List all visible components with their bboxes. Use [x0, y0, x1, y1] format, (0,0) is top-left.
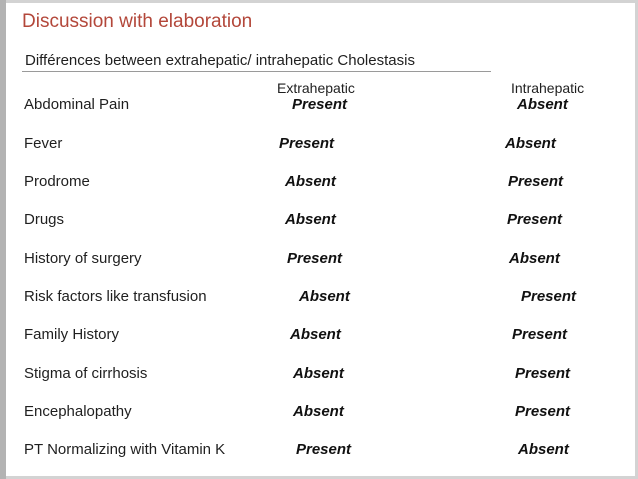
row-label: Family History	[24, 326, 120, 343]
slide-title: Discussion with elaboration	[22, 11, 253, 32]
table-row	[0, 403, 638, 423]
extrahepatic-value: Absent	[285, 211, 336, 228]
table-row	[0, 250, 638, 270]
slide-subtitle: Différences between extrahepatic/ intrahepatic Cholestasis	[25, 52, 415, 69]
row-label: PT Normalizing with Vitamin K	[24, 441, 226, 458]
extrahepatic-value: Absent	[293, 365, 344, 382]
row-label: Drugs	[24, 211, 65, 228]
row-label: Fever	[24, 135, 63, 152]
table-row	[0, 288, 638, 308]
row-label: Risk factors like transfusion	[24, 288, 207, 305]
extrahepatic-value: Present	[296, 441, 352, 458]
row-label: Stigma of cirrhosis	[24, 365, 148, 382]
row-label: Encephalopathy	[24, 403, 132, 420]
subtitle-underline	[22, 71, 491, 72]
table-row	[0, 326, 638, 346]
intrahepatic-value: Absent	[518, 441, 569, 458]
intrahepatic-value: Present	[507, 211, 563, 228]
intrahepatic-value: Absent	[517, 96, 568, 113]
column-header-extrahepatic: Extrahepatic	[277, 80, 355, 96]
intrahepatic-value: Present	[508, 173, 564, 190]
table-row	[0, 211, 638, 231]
extrahepatic-value: Present	[292, 96, 348, 113]
extrahepatic-value: Absent	[299, 288, 350, 305]
row-label: Abdominal Pain	[24, 96, 130, 113]
intrahepatic-value: Present	[512, 326, 568, 343]
extrahepatic-value: Present	[279, 135, 335, 152]
table-row	[0, 96, 638, 116]
intrahepatic-value: Present	[521, 288, 577, 305]
extrahepatic-value: Absent	[293, 403, 344, 420]
top-border	[6, 0, 638, 3]
intrahepatic-value: Absent	[509, 250, 560, 267]
row-label: Prodrome	[24, 173, 90, 190]
column-header-intrahepatic: Intrahepatic	[511, 80, 585, 96]
extrahepatic-value: Absent	[290, 326, 341, 343]
row-label: History of surgery	[24, 250, 142, 267]
table-row	[0, 365, 638, 385]
intrahepatic-value: Present	[515, 403, 571, 420]
table-row	[0, 441, 638, 461]
table-row	[0, 135, 638, 155]
extrahepatic-value: Absent	[285, 173, 336, 190]
intrahepatic-value: Absent	[505, 135, 556, 152]
table-row	[0, 173, 638, 193]
intrahepatic-value: Present	[515, 365, 571, 382]
extrahepatic-value: Present	[287, 250, 343, 267]
